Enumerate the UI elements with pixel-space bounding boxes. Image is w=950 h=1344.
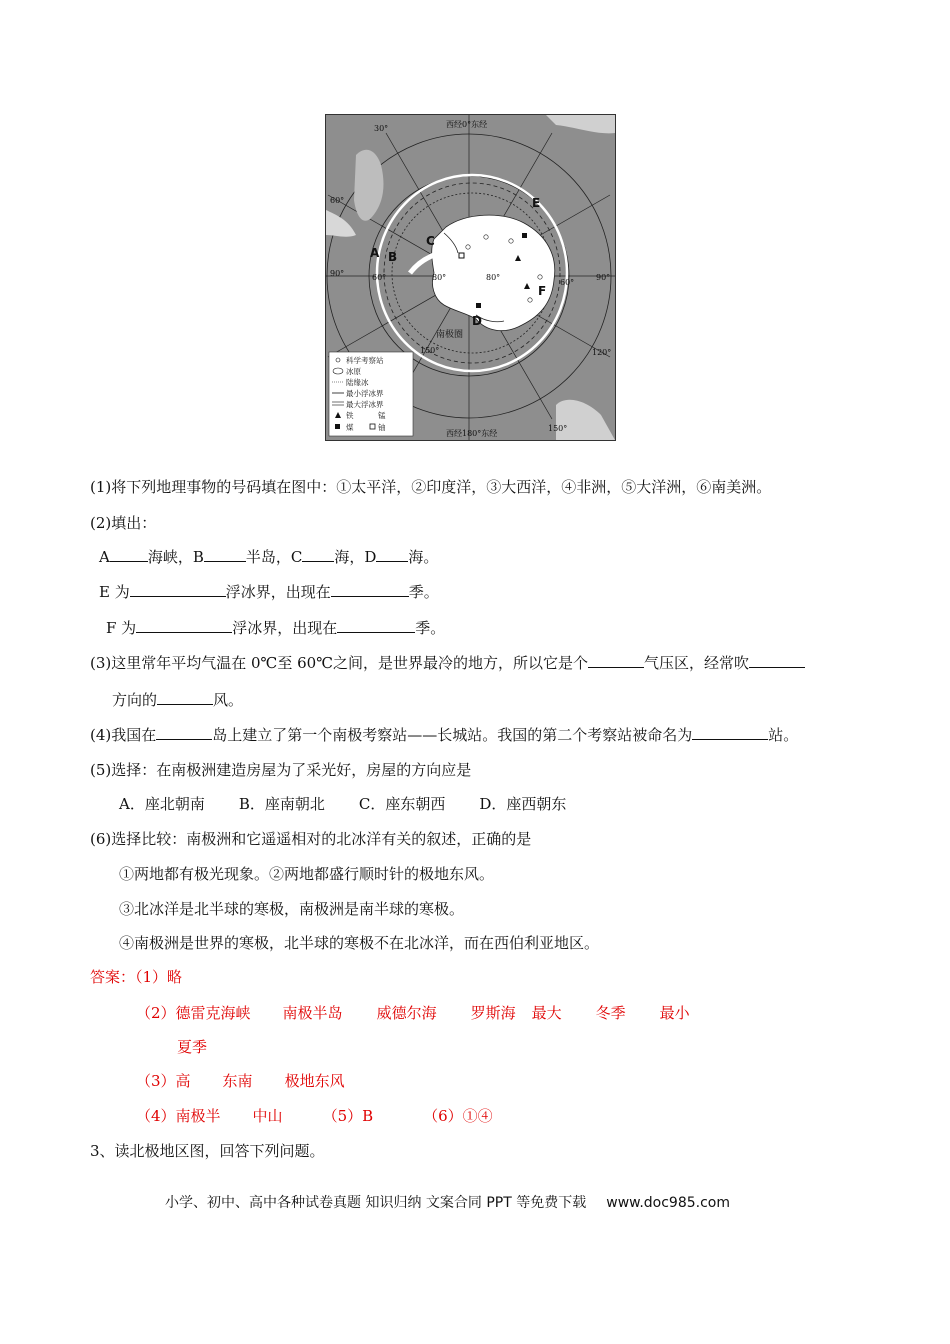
q2-end: 海。 [408, 548, 439, 566]
answer-4-item: （6）①④ [423, 1107, 493, 1125]
svg-text:150°: 150° [548, 424, 568, 433]
svg-text:A: A [370, 246, 380, 260]
svg-text:120°: 120° [592, 348, 612, 357]
answer-4-item: 中山 [252, 1107, 283, 1125]
q2-d-prefix: 海，D [334, 548, 377, 566]
answer-3-item: （3）高 [136, 1072, 191, 1090]
answer-blank[interactable] [749, 652, 805, 668]
svg-text:B: B [388, 250, 398, 264]
question-3-line-2 [112, 689, 243, 710]
svg-text:60°: 60° [330, 196, 345, 205]
svg-text:陆缘冰: 陆缘冰 [346, 378, 369, 387]
svg-text:D: D [472, 314, 482, 328]
q2-e-end: 季。 [408, 583, 439, 601]
svg-text:C: C [426, 234, 435, 248]
question-2-line-1 [99, 546, 438, 567]
question-6-item-1: ①两地都有极光现象。②两地都盛行顺时针的极地东风。 [119, 865, 495, 883]
q2-f-prefix: F 为 [106, 619, 137, 637]
svg-text:90°: 90° [330, 269, 345, 278]
q4-text-b: 岛上建立了第一个南极考察站——长城站。我国的第二个考察站被命名为 [212, 726, 693, 744]
antarctica-map [325, 114, 616, 441]
answer-blank[interactable] [692, 724, 768, 740]
svg-text:150°: 150° [420, 346, 440, 355]
svg-text:60°: 60° [372, 273, 387, 282]
question-1: (1)将下列地理事物的号码填在图中：①太平洋，②印度洋，③大西洋，④非洲，⑤大洋洲，⑥南美洲。 [90, 478, 772, 496]
answer-4-item: （4）南极半 [136, 1107, 221, 1125]
svg-text:西经180°东经: 西经180°东经 [446, 429, 498, 438]
q2-f-mid: 浮冰界，出现在 [232, 619, 338, 637]
answer-blank[interactable] [130, 581, 226, 597]
answer-blank[interactable] [302, 546, 334, 562]
q4-text-c: 站。 [768, 726, 799, 744]
answer-blank[interactable] [331, 581, 409, 597]
question-5-options [119, 794, 566, 814]
answer-2-continued: 夏季 [177, 1038, 208, 1056]
svg-text:60°: 60° [560, 278, 575, 287]
q2-f-end: 季。 [415, 619, 446, 637]
q2-e-prefix: E 为 [99, 583, 130, 601]
answer-1: 答案：（1）略 [90, 968, 183, 986]
answer-2-item: 最大 [531, 1004, 562, 1022]
q3-text-a: (3)这里常年平均气温在 0℃至 60℃之间，是世界最冷的地方，所以它是个 [90, 654, 588, 672]
answer-4 [136, 1106, 493, 1126]
answer-4-item: （5）B [322, 1107, 374, 1125]
svg-text:F: F [538, 284, 547, 298]
svg-text:南极圈: 南极圈 [436, 330, 464, 340]
question-2-line-3 [106, 617, 445, 638]
svg-text:90°: 90° [596, 273, 611, 282]
footer-text: 小学、初中、高中各种试卷真题 知识归纳 文案合同 PPT 等免费下载 [165, 1195, 587, 1211]
answer-blank[interactable] [136, 617, 232, 633]
page-footer [165, 1192, 730, 1212]
answer-2-item: 南极半岛 [282, 1004, 343, 1022]
svg-text:E: E [532, 196, 541, 210]
svg-text:80°: 80° [486, 273, 501, 282]
q2-e-mid: 浮冰界，出现在 [225, 583, 331, 601]
svg-text:30°: 30° [374, 124, 389, 133]
answer-2-item: （2）德雷克海峡 [136, 1004, 251, 1022]
question-3-next: 3、读北极地区图，回答下列问题。 [90, 1142, 325, 1160]
answer-blank[interactable] [337, 617, 415, 633]
answer-2-item: 最小 [659, 1004, 690, 1022]
footer-link[interactable]: www.doc985.com [606, 1195, 730, 1211]
svg-text:铁: 铁 [346, 411, 354, 420]
question-6-heading: (6)选择比较：南极洲和它遥遥相对的北冰洋有关的叙述，正确的是 [90, 830, 532, 848]
svg-text:煤: 煤 [346, 423, 354, 432]
answer-2-item: 威德尔海 [376, 1004, 437, 1022]
question-6-item-3: ④南极洲是世界的寒极，北半球的寒极不在北冰洋，而在西伯利亚地区。 [119, 934, 600, 952]
q2-a-prefix: A [99, 548, 110, 566]
svg-text:锰: 锰 [378, 411, 386, 420]
question-5-heading: (5)选择：在南极洲建造房屋为了采光好，房屋的方向应是 [90, 761, 472, 779]
answer-blank[interactable] [376, 546, 408, 562]
svg-text:最大浮冰界: 最大浮冰界 [346, 400, 384, 409]
q3-text-d: 风。 [213, 691, 244, 709]
answer-2-item: 冬季 [595, 1004, 626, 1022]
answer-3-item: 极地东风 [284, 1072, 345, 1090]
svg-text:冰原: 冰原 [346, 367, 361, 376]
answer-blank[interactable] [588, 652, 644, 668]
answer-2 [136, 1003, 690, 1023]
answer-blank[interactable] [204, 546, 246, 562]
svg-text:铀: 铀 [378, 423, 386, 432]
question-3-line-1 [90, 652, 805, 673]
option-d[interactable]: D．座西朝东 [479, 795, 567, 813]
svg-text:西经0°东经: 西经0°东经 [446, 120, 488, 129]
svg-text:80°: 80° [432, 273, 447, 282]
svg-text:科学考察站: 科学考察站 [346, 356, 384, 365]
question-2-line-2 [99, 581, 439, 602]
answer-blank[interactable] [157, 689, 213, 705]
svg-text:最小浮冰界: 最小浮冰界 [346, 389, 384, 398]
answer-2-item: 罗斯海 [470, 1004, 516, 1022]
option-c[interactable]: C．座东朝西 [358, 795, 446, 813]
q3-text-c: 方向的 [112, 691, 158, 709]
answer-3 [136, 1071, 345, 1091]
option-b[interactable]: B．座南朝北 [238, 795, 325, 813]
answer-blank[interactable] [110, 546, 148, 562]
question-6-item-2: ③北冰洋是北半球的寒极，南极洲是南半球的寒极。 [119, 900, 465, 918]
q3-text-b: 气压区，经常吹 [643, 654, 749, 672]
question-2-heading: (2)填出： [90, 514, 157, 532]
question-4 [90, 724, 798, 745]
q4-text-a: (4)我国在 [90, 726, 157, 744]
q2-b-prefix: 海峡，B [147, 548, 204, 566]
q2-c-prefix: 半岛，C [245, 548, 303, 566]
answer-blank[interactable] [156, 724, 212, 740]
answer-3-item: 东南 [222, 1072, 253, 1090]
option-a[interactable]: A．座北朝南 [119, 795, 205, 813]
